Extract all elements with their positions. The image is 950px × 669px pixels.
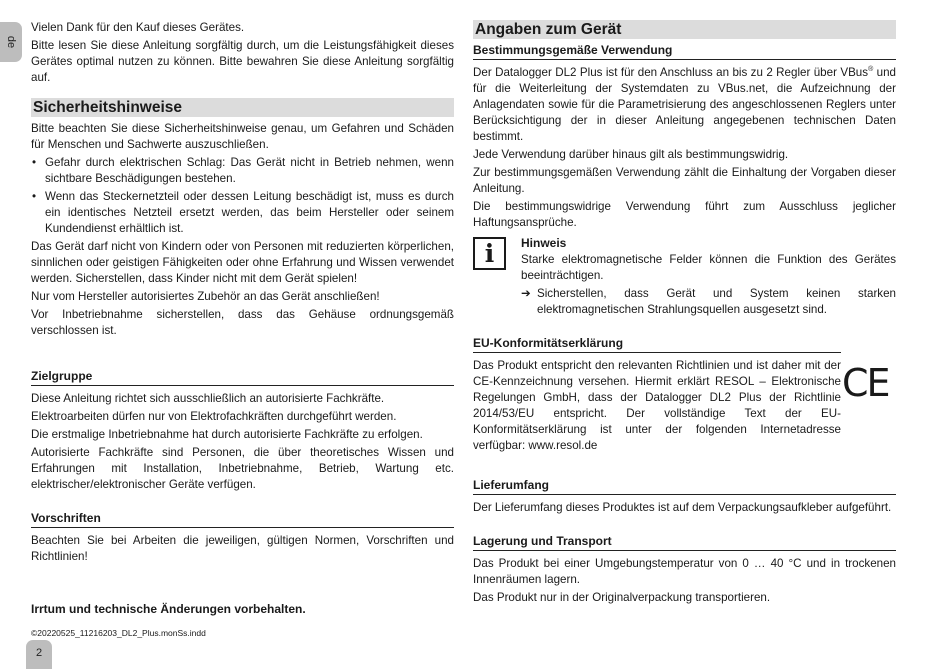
ce-mark-icon: CE bbox=[842, 361, 889, 405]
note-box bbox=[473, 235, 896, 318]
scope-heading: Lieferumfang bbox=[473, 478, 896, 495]
intended-use-heading: Bestimmungsgemäße Verwendung bbox=[473, 43, 896, 60]
intended-use-p2: Jede Verwendung darüber hinaus gilt als bestimmungswidrig. bbox=[473, 148, 789, 161]
right-column bbox=[473, 20, 896, 608]
language-tab bbox=[0, 22, 22, 62]
storage-p2: Das Produkt nur in der Originalverpackung transportieren. bbox=[473, 591, 771, 604]
note-action-text: Sicherstellen, dass Gerät und System keinen starken elektromagnetischen Strahlungsquellen ausgesetzt sind. bbox=[537, 287, 896, 316]
regulations-text: Beachten Sie bei Arbeiten die jeweiligen, gültigen Normen, Vorschriften und Richtlinien! bbox=[31, 534, 454, 563]
registered-mark: ® bbox=[868, 66, 874, 74]
note-text: Starke elektromagnetische Felder können die Funktion des Gerätes beeinträchtigen. bbox=[521, 253, 896, 282]
file-reference: ©20220525_11216203_DL2_Plus.monSs.indd bbox=[31, 628, 206, 638]
eu-text: Das Produkt entspricht den relevanten Richtlinien und ist daher mit der CE-Kennzeichnung versehen. Hiermit erklärt RESOL – Elektronische Regelungen GmbH, dass der Datalogger DL2 Plus der Richtlinie 2014/53/EU entspricht. Der vollständige Text der EU-Konformitätserklärung ist unter der folgenden Internetadresse verfügbar: www.resol.de bbox=[473, 359, 841, 452]
note-action bbox=[521, 286, 896, 318]
disclaimer: Irrtum und technische Änderungen vorbehalten. bbox=[31, 602, 306, 616]
storage-p1: Das Produkt bei einer Umgebungstemperatur von 0 … 40 °C und in trockenen Innenräumen lagern. bbox=[473, 557, 896, 586]
intended-use-p1-a: Der Datalogger DL2 Plus ist für den Anschluss an bis zu 2 Regler über VBus bbox=[473, 66, 869, 79]
intended-use-p3: Zur bestimmungsgemäßen Verwendung zählt die Einhaltung der Vorgaben dieser Anleitung. bbox=[473, 166, 896, 195]
arrow-right-icon: ➔ bbox=[521, 287, 531, 300]
safety-list bbox=[31, 155, 454, 237]
target-group-p2: Elektroarbeiten dürfen nur von Elektrofachkräften durchgeführt werden. bbox=[31, 410, 397, 423]
safety-heading: Sicherheitshinweise bbox=[31, 98, 454, 117]
intended-use-p4: Die bestimmungswidrige Verwendung führt zum Ausschluss jeglicher Haftungsansprüche. bbox=[473, 200, 896, 229]
note-title: Hinweis bbox=[521, 236, 567, 250]
storage-heading: Lagerung und Transport bbox=[473, 534, 896, 551]
safety-accessories: Nur vom Hersteller autorisiertes Zubehör an das Gerät anschließen! bbox=[31, 290, 380, 303]
regulations-heading: Vorschriften bbox=[31, 511, 454, 528]
scope-text: Der Lieferumfang dieses Produktes ist auf dem Verpackungsaufkleber aufgeführt. bbox=[473, 501, 892, 514]
safety-bullet-adapter: • Wenn das Steckernetzteil oder dessen Leitung beschädigt ist, muss es durch ein identisches Netzteil ersetzt werden, das beim Hersteller oder seinem Kundendienst erhältlich ist. bbox=[31, 189, 454, 237]
intro-thanks: Vielen Dank für den Kauf dieses Gerätes. bbox=[31, 21, 245, 34]
eu-section bbox=[473, 336, 896, 454]
target-group-p4: Autorisierte Fachkräfte sind Personen, die über theoretisches Wissen und Erfahrungen mit Installation, Inbetriebnahme, Betrieb, Wartung etc. elektrischer/elektronischer Geräte verfügen. bbox=[31, 446, 454, 491]
target-group-p3: Die erstmalige Inbetriebnahme hat durch autorisierte Fachkräfte zu erfolgen. bbox=[31, 428, 423, 441]
safety-bullet-shock: • Gefahr durch elektrischen Schlag: Das Gerät nicht in Betrieb nehmen, wenn sichtbare Beschädigungen bestehen. bbox=[31, 155, 454, 187]
left-column bbox=[31, 20, 454, 567]
language-label: de bbox=[5, 35, 17, 49]
safety-housing: Vor Inbetriebnahme sicherstellen, dass das Gehäuse ordnungsgemäß verschlossen ist. bbox=[31, 308, 454, 337]
target-group-heading: Zielgruppe bbox=[31, 369, 454, 386]
safety-lead: Bitte beachten Sie diese Sicherheitshinweise genau, um Gefahren und Schäden für Menschen und Sachwerte auszuschließen. bbox=[31, 122, 454, 151]
intended-use-p1 bbox=[473, 65, 896, 145]
intro-read: Bitte lesen Sie diese Anleitung sorgfältig durch, um die Leistungsfähigkeit dieses Gerätes optimal nutzen zu können. Bitte bewahren Sie diese Anleitung sorgfältig auf. bbox=[31, 39, 454, 84]
target-group-p1: Diese Anleitung richtet sich ausschließlich an autorisierte Fachkräfte. bbox=[31, 392, 385, 405]
page-number-tab: 2 bbox=[26, 640, 52, 669]
safety-children: Das Gerät darf nicht von Kindern oder von Personen mit reduzierten körperlichen, sinnlichen oder geistigen Fähigkeiten oder ohne Erfahrung und Wissen verwendet werden. Sicherstellen, dass Kinder nicht mit dem Gerät spielen! bbox=[31, 240, 454, 285]
intended-use-p1-b: und für die Weiterleitung der Systemdaten zu VBus.net, die Aufzeichnung der Anlagendaten sowie für die Parametrisierung des angeschlossenen Reglers unter Berücksichtigung der in dieser Anleitung angegebenen technischen Daten bestimmt. bbox=[473, 66, 896, 143]
info-icon: i bbox=[473, 237, 506, 270]
eu-heading: EU-Konformitätserklärung bbox=[473, 336, 841, 353]
device-heading: Angaben zum Gerät bbox=[473, 20, 896, 39]
